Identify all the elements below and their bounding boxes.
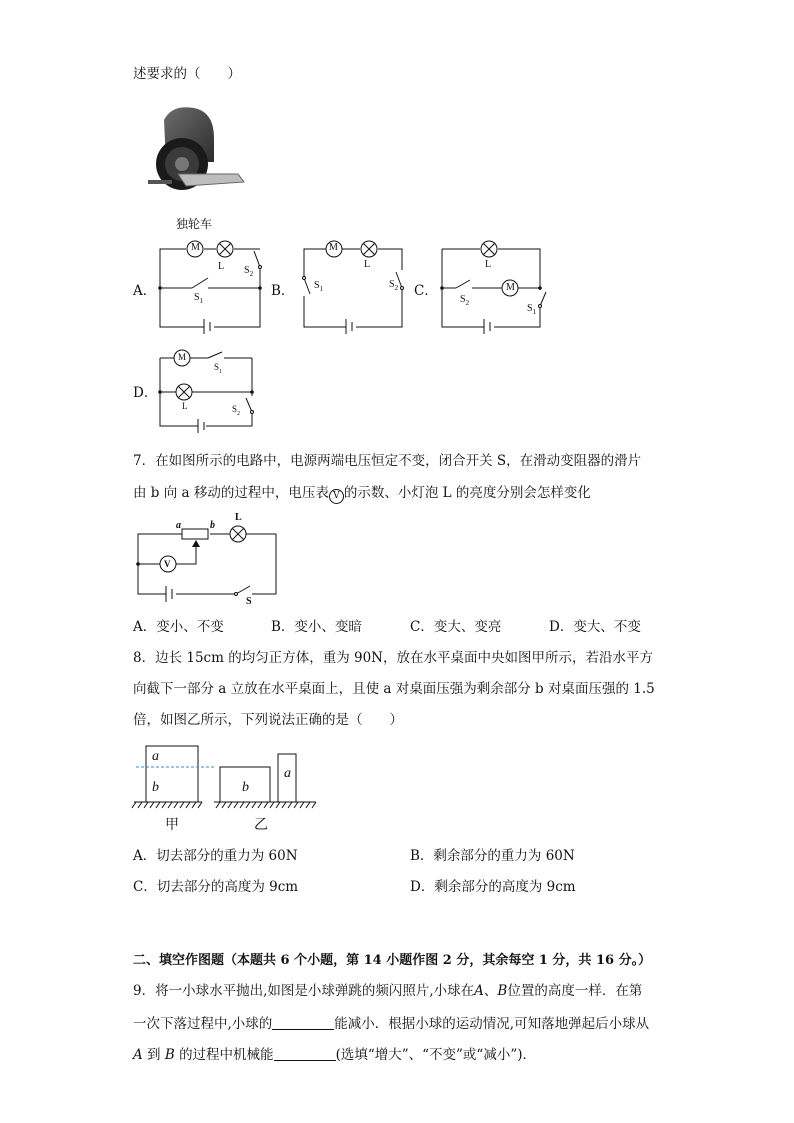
- q7-fig-voltmeter: V: [164, 559, 171, 569]
- section2-heading: 二、填空作图题（本题共 6 个小题，第 14 小题作图 2 分，其余每空 1 分，共 16 分。）: [133, 953, 652, 968]
- circuit-d-motor-label: M: [178, 352, 187, 362]
- voltmeter-symbol: V: [329, 489, 344, 504]
- circuit-b-motor-label: M: [329, 242, 338, 253]
- q7-line2: 由 b 向 a 移动的过程中，电压表 V 的示数、小灯泡 L 的亮度分别会怎样变化: [133, 487, 591, 504]
- q8-fig-jia-caption: 甲: [165, 817, 179, 833]
- q8-option-b: B．剩余部分的重力为 60N: [410, 848, 575, 864]
- q7-circuit-figure: [136, 516, 280, 608]
- circuit-b-s1-label: $S_1$: [314, 280, 324, 293]
- q7-fig-b: b: [210, 520, 215, 531]
- q8-fig-jia-b: b: [152, 780, 159, 795]
- q7-option-b: B．变小、变暗: [271, 619, 362, 635]
- circuit-a-lamp-label: L: [218, 261, 225, 272]
- q8-line2: 向截下一部分 a 立放在水平桌面上，且使 a 对桌面压强为剩余部分 b 对桌面压强的 1.5: [133, 681, 655, 697]
- q8-option-a: A．切去部分的重力为 60N: [133, 848, 298, 864]
- q6-option-d-label: D．: [133, 385, 158, 401]
- q8-option-c: C．切去部分的高度为 9cm: [133, 879, 299, 895]
- q8-line3: 倍，如图乙所示，下列说法正确的是（ ）: [133, 712, 403, 728]
- q6-option-a-label: A．: [133, 283, 157, 299]
- q8-fig-yi-b: b: [242, 780, 249, 795]
- q7-option-c: C．变大、变亮: [410, 619, 502, 635]
- circuit-d-s2-label: $S_2$: [232, 404, 241, 417]
- circuit-d-s1-label: $S_1$: [214, 362, 223, 375]
- q7-fig-lamp: L: [235, 512, 242, 523]
- q9-line2: 一次下落过程中,小球的 能减小．根据小球的运动情况,可知落地弹起后小球从: [133, 1016, 650, 1032]
- circuit-a: [158, 238, 266, 330]
- q8-fig-jia-a: a: [152, 749, 159, 764]
- q7-option-d: D．变大、不变: [549, 619, 641, 635]
- circuit-c: [440, 238, 548, 330]
- q8-fig-yi-caption: 乙: [254, 817, 268, 833]
- circuit-a-s1-label: $S_1$: [194, 292, 204, 305]
- q6-option-b-label: B．: [271, 283, 295, 299]
- q9-line3: A 到 B 的过程中机械能 (选填“增大”、“不变”或“减小”)．: [133, 1047, 537, 1063]
- q8-option-d: D．剩余部分的高度为 9cm: [410, 879, 576, 895]
- circuit-b-s2-label: $S_2$: [389, 279, 399, 292]
- q7-fig-switch: S: [246, 596, 252, 607]
- q9-line1: 9．将一小球水平抛出,如图是小球弹跳的频闪照片,小球在A、B位置的高度一样．在第: [133, 983, 643, 999]
- q8-fig-yi-a: a: [284, 766, 291, 781]
- intro-line: 述要求的（ ）: [133, 66, 241, 82]
- q7-fig-a: a: [176, 520, 181, 531]
- circuit-d-lamp-label: L: [182, 401, 188, 411]
- circuit-a-motor-label: M: [191, 242, 200, 253]
- circuit-c-s1-label: $S_1$: [527, 303, 537, 316]
- circuit-b-lamp-label: L: [364, 259, 371, 270]
- q8-line1: 8．边长 15cm 的均匀正方体，重为 90N，放在水平桌面中央如图甲所示，若沿水平方: [133, 650, 653, 666]
- q9-blank-2[interactable]: [274, 1047, 336, 1061]
- circuit-c-lamp-label: L: [485, 259, 492, 270]
- circuit-c-s2-label: $S_2$: [460, 294, 470, 307]
- unicycle-image: [142, 100, 252, 210]
- q7-option-a: A．变小、不变: [133, 619, 224, 635]
- circuit-c-motor-label: M: [506, 282, 515, 293]
- q9-blank-1[interactable]: [272, 1016, 334, 1030]
- q7-line1: 7．在如图所示的电路中，电源两端电压恒定不变，闭合开关 S，在滑动变阻器的滑片: [133, 453, 642, 469]
- unicycle-caption: 独轮车: [176, 217, 213, 231]
- q6-option-c-label: C．: [414, 283, 438, 299]
- circuit-d: [158, 348, 258, 432]
- circuit-a-s2-label: $S_2$: [244, 265, 254, 278]
